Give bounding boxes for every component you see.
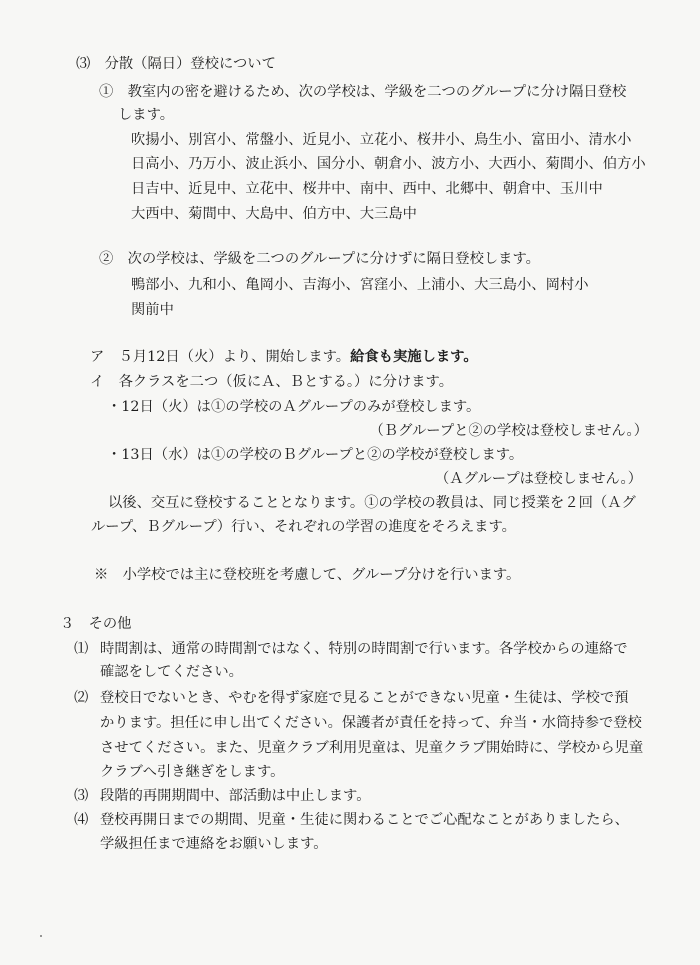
- item2-schools-row-2: 関前中: [131, 302, 174, 318]
- item2-line1: ② 次の学校は、学級を二つのグループに分けずに隔日登校します。: [99, 251, 540, 267]
- item1-schools-row-4: 大西中、菊間中、大島中、伯方中、大三島中: [131, 206, 417, 222]
- other-item-1-line-2: 確認をしてください。: [100, 664, 243, 680]
- schedule-a-text: ア ５月12日（火）より、開始します。: [90, 349, 351, 365]
- other-item-3-line-1: 段階的再開期間中、部活動は中止します。: [100, 788, 371, 804]
- other-item-4-line-2: 学級担任まで連絡をお願いします。: [100, 836, 328, 852]
- item1-line2: します。: [118, 107, 175, 123]
- other-item-2-line-4: クラブへ引き継ぎをします。: [100, 764, 285, 780]
- item2-schools-row-1: 鴨部小、九和小、亀岡小、吉海小、宮窪小、上浦小、大三島小、岡村小: [131, 277, 589, 293]
- other-item-4-line-1: 登校再開日までの期間、児童・生徒に関わることでご心配なことがありましたら、: [100, 812, 629, 828]
- other-item-1-num: ⑴: [74, 641, 89, 657]
- other-item-2-num: ⑵: [74, 690, 89, 706]
- item1-line1: ① 教室内の密を避けるため、次の学校は、学級を二つのグループに分け隔日登校: [99, 84, 627, 100]
- grouping-note: ※ 小学校では主に登校班を考慮して、グループ分けを行います。: [94, 567, 521, 583]
- item1-schools-row-3: 日吉中、近見中、立花中、桜井中、南中、西中、北郷中、朝倉中、玉川中: [131, 181, 603, 197]
- day13-note: （Ａグループは登校しません。）: [434, 471, 642, 487]
- day12-note: （Ｂグループと②の学校は登校しません。）: [369, 423, 648, 439]
- section-other-title: ３ その他: [60, 616, 132, 632]
- day12-line: ・12日（火）は①の学校のＡグループのみが登校します。: [107, 399, 481, 415]
- schedule-a-bold: 給食も実施します。: [350, 349, 478, 365]
- other-item-2-line-2: かります。担任に申し出てください。保護者が責任を持って、弁当・水筒持参で登校: [100, 715, 642, 731]
- other-item-2-line-1: 登校日でないとき、やむを得ず家庭で見ることができない児童・生徒は、学校で預: [100, 690, 629, 706]
- scan-speck: [40, 935, 42, 937]
- other-item-4-num: ⑷: [74, 812, 89, 828]
- after-line-2: ループ、Ｂグループ）行い、それぞれの学習の進度をそろえます。: [91, 519, 516, 535]
- day13-line: ・13日（水）は①の学校のＢグループと②の学校が登校します。: [107, 447, 524, 463]
- other-item-3-num: ⑶: [74, 788, 89, 804]
- other-item-2-line-3: させてください。また、児童クラブ利用児童は、児童クラブ開始時に、学校から児童: [100, 740, 644, 756]
- schedule-a: [90, 348, 478, 366]
- schedule-i: イ 各クラスを二つ（仮にＡ、Ｂとする。）に分けます。: [90, 374, 453, 390]
- other-item-1-line-1: 時間割は、通常の時間割ではなく、特別の時間割で行います。各学校からの連絡で: [100, 641, 628, 657]
- after-line-1: 以後、交互に登校することとなります。①の学校の教員は、同じ授業を２回（Ａグ: [108, 495, 636, 511]
- item1-schools-row-1: 吹揚小、別宮小、常盤小、近見小、立花小、桜井小、鳥生小、富田小、清水小: [131, 132, 632, 148]
- item1-schools-row-2: 日高小、乃万小、波止浜小、国分小、朝倉小、波方小、大西小、菊間小、伯方小: [131, 156, 646, 172]
- section-3-3-title: ⑶ 分散（隔日）登校について: [76, 56, 276, 72]
